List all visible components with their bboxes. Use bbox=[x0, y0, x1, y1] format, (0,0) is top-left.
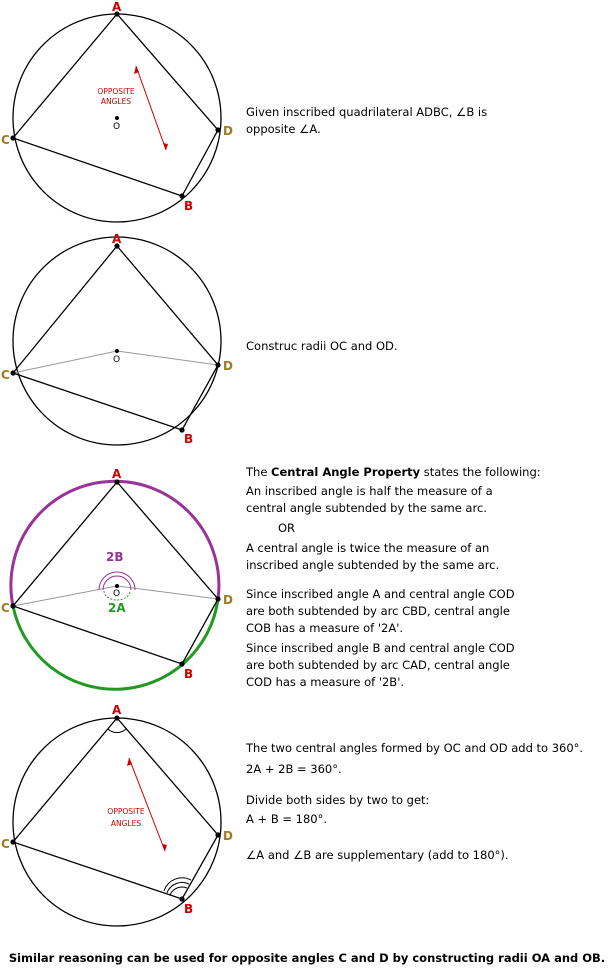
label-d: D bbox=[223, 124, 233, 138]
diagram-4 bbox=[1, 703, 233, 926]
intro-prefix: The bbox=[246, 465, 272, 479]
p2-line-1: A central angle is twice the measure of an bbox=[246, 541, 490, 555]
label-a: A bbox=[112, 0, 122, 14]
label-o: O bbox=[113, 122, 121, 132]
step-1-text bbox=[246, 104, 487, 138]
step-1-line-2: opposite ∠A. bbox=[246, 122, 321, 136]
label-c: C bbox=[1, 133, 10, 147]
point-d bbox=[215, 832, 220, 837]
or-text: OR bbox=[278, 521, 296, 535]
radius-oc bbox=[13, 586, 117, 606]
label-a: A bbox=[112, 703, 122, 717]
opposite-label-line2: ANGLES bbox=[110, 819, 142, 828]
caption: Similar reasoning can be used for opposite angles C and D by constructing radii OA and OB. bbox=[8, 951, 606, 965]
step-4-line-4: A + B = 180°. bbox=[246, 812, 328, 826]
label-d: D bbox=[223, 829, 233, 843]
p2-line-2: inscribed angle subtended by the same arc. bbox=[246, 558, 500, 572]
angle-a-marker bbox=[108, 729, 126, 733]
radius-od bbox=[117, 586, 218, 599]
step-2-text bbox=[246, 338, 398, 355]
central-angle-property-term: Central Angle Property bbox=[271, 465, 421, 479]
opposite-arrow bbox=[136, 66, 166, 150]
label-o: O bbox=[113, 355, 121, 365]
label-b: B bbox=[184, 199, 194, 213]
opposite-label-line1: OPPOSITE bbox=[107, 807, 145, 816]
diagram-3 bbox=[1, 467, 233, 689]
label-b: B bbox=[184, 667, 194, 681]
p1-line-2: central angle subtended by the same arc. bbox=[246, 501, 487, 515]
step-4-line-1: The two central angles formed by OC and OD add to 360°. bbox=[246, 741, 584, 755]
point-c bbox=[10, 839, 15, 844]
label-b: B bbox=[184, 432, 194, 446]
p1-line-1: An inscribed angle is half the measure of a bbox=[246, 484, 493, 498]
point-c bbox=[10, 135, 15, 140]
diagram-2 bbox=[1, 232, 233, 446]
label-d: D bbox=[223, 359, 233, 373]
circle bbox=[13, 237, 221, 445]
step-4-line-5: ∠A and ∠B are supplementary (add to 180°). bbox=[246, 848, 509, 862]
label-a: A bbox=[112, 467, 122, 481]
opposite-label-line2: ANGLES bbox=[100, 97, 132, 106]
label-c: C bbox=[1, 837, 10, 851]
step-4-line-3: Divide both sides by two to get: bbox=[246, 793, 430, 807]
label-c: C bbox=[1, 601, 10, 615]
point-c bbox=[10, 603, 15, 608]
diagram-1 bbox=[1, 0, 233, 222]
point-d bbox=[215, 596, 220, 601]
center-point bbox=[115, 584, 119, 588]
label-a: A bbox=[112, 232, 122, 246]
p4-line-2: are both subtended by arc CAD, central angle bbox=[246, 658, 510, 672]
central-angle-intro bbox=[246, 464, 541, 481]
step-1-line-1: Given inscribed quadrilateral ADBC, ∠B is bbox=[246, 105, 488, 119]
point-b bbox=[179, 661, 184, 666]
center-point bbox=[115, 349, 119, 353]
step-2-line-1: Construc radii OC and OD. bbox=[246, 339, 398, 353]
p3-line-2: are both subtended by arc CBD, central angle bbox=[246, 604, 510, 618]
label-d: D bbox=[223, 593, 233, 607]
point-b bbox=[179, 896, 184, 901]
p4-line-1: Since inscribed angle B and central angle COD bbox=[246, 641, 515, 655]
center-point bbox=[115, 116, 119, 120]
point-d bbox=[215, 362, 220, 367]
label-2a: 2A bbox=[108, 601, 126, 615]
p3-line-3: COB has a measure of '2A'. bbox=[246, 621, 404, 635]
quadrilateral-adbc bbox=[13, 246, 218, 430]
step-4-text bbox=[246, 740, 583, 864]
label-2b: 2B bbox=[106, 550, 124, 564]
point-d bbox=[215, 127, 220, 132]
step-4-line-2: 2A + 2B = 360°. bbox=[246, 762, 342, 776]
p3-line-1: Since inscribed angle A and central angle COD bbox=[246, 587, 515, 601]
point-c bbox=[10, 370, 15, 375]
radius-od bbox=[117, 351, 218, 365]
opposite-label-line1: OPPOSITE bbox=[97, 87, 135, 96]
label-o: O bbox=[113, 589, 121, 599]
label-b: B bbox=[184, 902, 194, 916]
p4-line-3: COD has a measure of '2B'. bbox=[246, 675, 405, 689]
step-3-text bbox=[246, 464, 541, 691]
point-b bbox=[179, 193, 184, 198]
opposite-arrow bbox=[129, 758, 165, 851]
arc-cad bbox=[11, 481, 219, 606]
intro-suffix: states the following: bbox=[420, 465, 541, 479]
label-c: C bbox=[1, 368, 10, 382]
